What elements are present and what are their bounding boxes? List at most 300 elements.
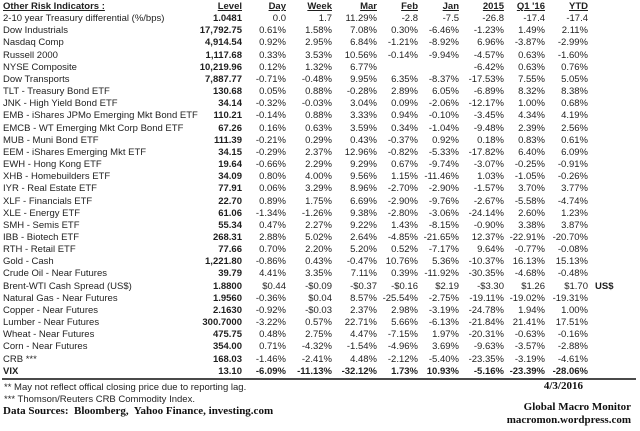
value-cell: 4.48% <box>350 353 377 365</box>
value-cell: 5.05% <box>561 73 588 85</box>
value-cell: 3.38% <box>518 219 545 231</box>
row-label: NYSE Composite <box>3 61 77 73</box>
value-cell: -23.35% <box>468 353 504 365</box>
column-header-mar <box>335 1 380 13</box>
value-cell: 2.56% <box>561 122 588 134</box>
row-suffix <box>591 62 631 74</box>
table-title-text: Other Risk Indicators : <box>3 1 105 12</box>
level-cell: 34.15 <box>218 146 242 158</box>
value-cell: -7.17% <box>428 244 459 256</box>
value-cell: -32.12% <box>341 365 377 377</box>
value-cell: 17.51% <box>555 317 588 329</box>
value-cell: 2.88% <box>259 231 286 243</box>
value-cell: -1.54% <box>346 341 377 353</box>
bottom-rule-divider <box>2 378 636 380</box>
value-cell: 1.03% <box>477 171 504 183</box>
value-cell: -11.46% <box>424 171 459 183</box>
level-cell: 268.31 <box>212 231 242 243</box>
level-cell: 1.0481 <box>212 13 242 25</box>
column-header-text: Week <box>307 1 332 12</box>
value-cell: 21.41% <box>512 317 545 329</box>
value-cell: 0.39% <box>391 268 418 280</box>
column-header-text: Day <box>268 1 286 12</box>
row-label: EMB - iShares JPMo Emerging Mkt Bond ETF <box>3 110 198 122</box>
level-cell: 77.91 <box>218 183 242 195</box>
value-cell: -0.77% <box>514 244 545 256</box>
value-cell: -2.88% <box>557 341 588 353</box>
row-suffix <box>591 25 631 37</box>
row-suffix <box>591 305 631 317</box>
level-cell: 67.26 <box>218 122 242 134</box>
table-row <box>3 62 631 74</box>
row-label: Russell 2000 <box>3 49 58 61</box>
value-cell: -8.92% <box>428 37 459 49</box>
brand-url: macromon.wordpress.com <box>506 413 631 426</box>
column-header-text: Feb <box>401 1 418 12</box>
value-cell: 8.57% <box>350 292 377 304</box>
row-label: EEM - iShares Emerging Mkt ETF <box>3 146 147 158</box>
value-cell: -1.05% <box>514 171 545 183</box>
table-row <box>3 305 631 317</box>
value-cell: 2.11% <box>561 25 588 37</box>
level-cell: 300.7000 <box>202 317 242 329</box>
table-row <box>3 74 631 86</box>
row-suffix <box>591 256 631 268</box>
value-cell: 0.88% <box>305 86 332 98</box>
value-cell: 4.34% <box>518 110 545 122</box>
value-cell: 9.56% <box>350 171 377 183</box>
table-row <box>3 123 631 135</box>
table-row <box>3 171 631 183</box>
value-cell: 1.15% <box>391 171 418 183</box>
level-cell: 7,887.77 <box>205 73 242 85</box>
value-cell: 9.38% <box>350 207 377 219</box>
value-cell: -11.92% <box>424 268 459 280</box>
value-cell: 1.58% <box>305 25 332 37</box>
table-row <box>3 159 631 171</box>
column-header-level <box>199 1 245 13</box>
row-suffix <box>591 341 631 353</box>
value-cell: 3.35% <box>305 268 332 280</box>
value-cell: -0.25% <box>514 159 545 171</box>
value-cell: 8.32% <box>518 86 545 98</box>
value-cell: 1.43% <box>391 219 418 231</box>
value-cell: -6.09% <box>255 365 286 377</box>
value-cell: -1.23% <box>473 25 504 37</box>
value-cell: -8.37% <box>428 73 459 85</box>
value-cell: 0.30% <box>391 25 418 37</box>
table-row <box>3 147 631 159</box>
value-cell: 0.70% <box>259 244 286 256</box>
table-row <box>3 232 631 244</box>
row-suffix <box>591 135 631 147</box>
value-cell: 0.18% <box>477 134 504 146</box>
row-label: Crude Oil - Near Futures <box>3 268 108 280</box>
value-cell: 0.47% <box>259 219 286 231</box>
row-label: EWH - Hong Kong ETF <box>3 159 102 171</box>
table-title <box>3 1 199 13</box>
value-cell: 0.63% <box>518 61 545 73</box>
value-cell: -5.33% <box>428 146 459 158</box>
row-suffix <box>591 110 631 122</box>
value-cell: -11.13% <box>297 365 332 377</box>
value-cell: 3.59% <box>350 122 377 134</box>
value-cell: 0.88% <box>305 110 332 122</box>
value-cell: 3.70% <box>518 183 545 195</box>
table-row <box>3 86 631 98</box>
value-cell: -0.48% <box>301 73 332 85</box>
value-cell: -$0.16 <box>391 280 418 292</box>
level-cell: 22.70 <box>218 195 242 207</box>
column-header-jan <box>421 1 462 13</box>
row-label: TLT - Treasury Bond ETF <box>3 86 110 98</box>
row-suffix <box>591 317 631 329</box>
value-cell: 9.64% <box>477 244 504 256</box>
value-cell: 11.29% <box>345 13 377 25</box>
column-header-2015 <box>462 1 507 13</box>
value-cell: -9.74% <box>428 159 459 171</box>
value-cell: 2.37% <box>305 146 332 158</box>
row-label: Copper - Near Futures <box>3 304 99 316</box>
value-cell: -$0.09 <box>305 280 332 292</box>
value-cell: 0.0 <box>272 13 286 25</box>
row-suffix <box>591 86 631 98</box>
row-suffix <box>591 232 631 244</box>
value-cell: -0.48% <box>557 268 588 280</box>
value-cell: 1.00% <box>518 98 545 110</box>
row-suffix <box>591 366 631 378</box>
value-cell: -2.70% <box>387 183 418 195</box>
value-cell: $2.19 <box>435 280 459 292</box>
value-cell: 2.95% <box>305 37 332 49</box>
value-cell: 0.76% <box>561 61 588 73</box>
value-cell: 0.92% <box>259 37 286 49</box>
value-cell: 9.95% <box>350 73 377 85</box>
row-label: JNK - High Yield Bond ETF <box>3 98 118 110</box>
value-cell: 0.34% <box>391 122 418 134</box>
table-row <box>3 110 631 122</box>
value-cell: -3.57% <box>514 341 545 353</box>
value-cell: 0.09% <box>391 98 418 110</box>
row-label: VIX <box>3 365 19 377</box>
table-row <box>3 366 631 378</box>
value-cell: -4.32% <box>301 341 332 353</box>
row-label: EMCB - WT Emerging Mkt Corp Bond ETF <box>3 122 184 134</box>
value-cell: 3.33% <box>350 110 377 122</box>
table-row <box>3 183 631 195</box>
level-cell: 1,221.80 <box>205 256 242 268</box>
value-cell: 0.12% <box>259 61 286 73</box>
value-cell: -3.22% <box>255 317 286 329</box>
column-header-text: Mar <box>360 1 377 12</box>
value-cell: 0.43% <box>350 134 377 146</box>
data-sources-line: Data Sources: Bloomberg, Yahoo Finance, investing.com <box>3 405 274 417</box>
value-cell: -0.16% <box>557 329 588 341</box>
value-cell: 0.80% <box>259 171 286 183</box>
value-cell: -17.82% <box>468 146 504 158</box>
row-label: Gold - Cash <box>3 256 54 268</box>
table-row <box>3 25 631 37</box>
value-cell: 0.43% <box>305 256 332 268</box>
table-row <box>3 293 631 305</box>
value-cell: -12.17% <box>468 98 504 110</box>
footer-brand-block <box>507 401 631 426</box>
value-cell: 7.08% <box>350 25 377 37</box>
value-cell: -1.34% <box>255 207 286 219</box>
value-cell: 5.20% <box>350 244 377 256</box>
row-label: RTH - Retail ETF <box>3 244 76 256</box>
value-cell: -5.40% <box>428 353 459 365</box>
value-cell: 1.00% <box>561 304 588 316</box>
value-cell: 3.29% <box>305 183 332 195</box>
value-cell: -4.74% <box>557 195 588 207</box>
value-cell: -2.67% <box>473 195 504 207</box>
value-cell: 2.29% <box>305 159 332 171</box>
value-cell: 0.83% <box>518 134 545 146</box>
value-cell: 8.38% <box>561 86 588 98</box>
value-cell: -0.10% <box>428 110 459 122</box>
table-row <box>3 208 631 220</box>
column-header-week <box>289 1 335 13</box>
value-cell: 1.73% <box>391 365 418 377</box>
row-label: Lumber - Near Futures <box>3 317 100 329</box>
value-cell: -9.48% <box>473 122 504 134</box>
row-label: Nasdaq Comp <box>3 37 64 49</box>
value-cell: -3.45% <box>473 110 504 122</box>
level-cell: 4,914.54 <box>205 37 242 49</box>
row-suffix <box>591 244 631 256</box>
value-cell <box>421 62 462 74</box>
row-suffix <box>591 123 631 135</box>
value-cell: 6.69% <box>350 195 377 207</box>
value-cell: 3.04% <box>350 98 377 110</box>
level-cell: 39.79 <box>218 268 242 280</box>
value-cell: $1.70 <box>564 280 588 292</box>
value-cell: 1.75% <box>305 195 332 207</box>
value-cell: -6.13% <box>428 317 459 329</box>
row-label: IYR - Real Estate ETF <box>3 183 97 195</box>
value-cell: 1.97% <box>432 329 459 341</box>
value-cell: -0.26% <box>557 171 588 183</box>
table-row <box>3 354 631 366</box>
value-cell: 6.09% <box>561 146 588 158</box>
value-cell: -1.26% <box>301 207 332 219</box>
value-cell: -9.94% <box>428 49 459 61</box>
value-cell: -1.57% <box>473 183 504 195</box>
value-cell: 1.49% <box>518 25 545 37</box>
value-cell: 0.48% <box>259 329 286 341</box>
value-cell: 0.61% <box>561 134 588 146</box>
value-cell: -9.76% <box>428 195 459 207</box>
value-cell: 9.22% <box>350 219 377 231</box>
table-row <box>3 341 631 353</box>
level-cell: 19.64 <box>218 159 242 171</box>
column-header-day <box>245 1 289 13</box>
value-cell: -20.70% <box>552 231 588 243</box>
value-cell: -4.96% <box>387 341 418 353</box>
value-cell: -6.42% <box>473 61 504 73</box>
table-row <box>3 220 631 232</box>
row-label: XLF - Financials ETF <box>3 195 93 207</box>
column-header-feb <box>380 1 421 13</box>
value-cell: 4.00% <box>305 171 332 183</box>
row-suffix <box>591 98 631 110</box>
level-cell: 1.8800 <box>212 280 242 292</box>
row-suffix <box>591 13 631 25</box>
value-cell: -0.91% <box>557 159 588 171</box>
row-suffix <box>591 268 631 280</box>
row-label: Natural Gas - Near Futures <box>3 292 118 304</box>
row-label: Corn - Near Futures <box>3 341 88 353</box>
value-cell: -26.8 <box>482 13 504 25</box>
value-cell: -9.63% <box>473 341 504 353</box>
value-cell: 5.66% <box>391 317 418 329</box>
value-cell: -5.16% <box>473 365 504 377</box>
value-cell: -17.53% <box>468 73 504 85</box>
level-cell: 34.09 <box>218 171 242 183</box>
value-cell: 2.20% <box>305 244 332 256</box>
value-cell: 0.16% <box>259 122 286 134</box>
value-cell: 0.52% <box>391 244 418 256</box>
level-cell: 1.9560 <box>212 292 242 304</box>
value-cell: 10.93% <box>426 365 459 377</box>
column-header-q1-16 <box>507 1 548 13</box>
table-row <box>3 135 631 147</box>
value-cell: 0.05% <box>259 86 286 98</box>
value-cell: -0.21% <box>255 134 286 146</box>
row-suffix <box>591 220 631 232</box>
value-cell: -19.31% <box>552 292 588 304</box>
value-cell: -0.63% <box>514 329 545 341</box>
value-cell: 0.29% <box>305 134 332 146</box>
row-label: Brent-WTI Cash Spread (US$) <box>3 280 132 292</box>
value-cell: 7.55% <box>518 73 545 85</box>
value-cell: 6.35% <box>391 73 418 85</box>
value-cell: -3.87% <box>514 37 545 49</box>
row-suffix <box>591 50 631 62</box>
level-cell: 168.03 <box>212 353 242 365</box>
value-cell: 4.19% <box>561 110 588 122</box>
value-cell: -7.5 <box>442 13 459 25</box>
value-cell: -2.41% <box>301 353 332 365</box>
level-cell: 2.1630 <box>212 304 242 316</box>
value-cell: -3.19% <box>428 304 459 316</box>
table-body <box>3 13 631 378</box>
risk-indicators-table <box>3 1 631 378</box>
table-row <box>3 329 631 341</box>
value-cell: 2.27% <box>305 219 332 231</box>
value-cell: 0.33% <box>259 49 286 61</box>
value-cell: 5.36% <box>432 256 459 268</box>
value-cell: -0.14% <box>387 49 418 61</box>
level-cell: 110.21 <box>213 110 242 122</box>
value-cell: -0.36% <box>255 292 286 304</box>
value-cell: 6.84% <box>350 37 377 49</box>
value-cell: -2.99% <box>557 37 588 49</box>
row-label: XLE - Energy ETF <box>3 207 81 219</box>
value-cell: 1.7 <box>318 13 332 25</box>
table-row <box>3 244 631 256</box>
value-cell: 8.96% <box>350 183 377 195</box>
value-cell: -0.14% <box>255 110 286 122</box>
level-cell: 17,792.75 <box>199 25 242 37</box>
value-cell: 2.37% <box>350 304 377 316</box>
value-cell: 22.71% <box>344 317 377 329</box>
level-cell: 111.39 <box>213 134 242 146</box>
value-cell: -25.54% <box>382 292 418 304</box>
value-cell: 0.71% <box>259 341 286 353</box>
value-cell: 0.57% <box>305 317 332 329</box>
level-cell: 61.06 <box>218 207 242 219</box>
row-suffix <box>591 183 631 195</box>
value-cell: -2.8 <box>401 13 418 25</box>
level-cell: 34.14 <box>218 98 242 110</box>
value-cell: -10.37% <box>468 256 504 268</box>
value-cell: 4.47% <box>350 329 377 341</box>
value-cell: 15.13% <box>555 256 588 268</box>
value-cell: $1.26 <box>521 280 545 292</box>
value-cell: $0.44 <box>262 280 286 292</box>
value-cell: -3.06% <box>428 207 459 219</box>
value-cell: -2.80% <box>387 207 418 219</box>
row-label: SMH - Semis ETF <box>3 219 80 231</box>
value-cell: -4.57% <box>473 49 504 61</box>
column-header-text: Jan <box>442 1 459 12</box>
value-cell: -7.15% <box>387 329 418 341</box>
value-cell: 0.94% <box>391 110 418 122</box>
table-row <box>3 317 631 329</box>
row-label: MUB - Muni Bond ETF <box>3 134 99 146</box>
value-cell: -2.90% <box>387 195 418 207</box>
value-cell: -0.32% <box>255 98 286 110</box>
value-cell: -0.03% <box>301 98 332 110</box>
row-label: Wheat - Near Futures <box>3 329 95 341</box>
brand-name: Global Macro Monitor <box>523 401 631 413</box>
value-cell: 6.96% <box>477 37 504 49</box>
value-cell: -$0.37 <box>350 280 377 292</box>
value-cell: 10.76% <box>385 256 418 268</box>
value-cell: -0.37% <box>387 134 418 146</box>
value-cell: -19.11% <box>469 292 504 304</box>
row-suffix: US$ <box>595 280 614 292</box>
column-header-text: Level <box>217 1 242 12</box>
value-cell: -0.92% <box>255 304 286 316</box>
value-cell: -3.07% <box>473 159 504 171</box>
value-cell: 2.60% <box>518 207 545 219</box>
value-cell: 0.61% <box>259 25 286 37</box>
value-cell: -0.28% <box>346 86 377 98</box>
value-cell: -1.46% <box>255 353 286 365</box>
value-cell: 3.87% <box>561 219 588 231</box>
value-cell: 0.06% <box>259 183 286 195</box>
value-cell: -0.71% <box>255 73 286 85</box>
value-cell: -28.06% <box>552 365 588 377</box>
row-suffix <box>591 196 631 208</box>
table-row <box>3 98 631 110</box>
row-suffix <box>591 74 631 86</box>
value-cell: -1.60% <box>557 49 588 61</box>
footnote-reporting-lag: ** May not reflect offical closing price due to reporting lag. <box>4 382 247 393</box>
value-cell: -3.19% <box>514 353 545 365</box>
value-cell: -17.4 <box>566 13 588 25</box>
value-cell: 0.68% <box>561 98 588 110</box>
level-cell: 77.66 <box>218 244 242 256</box>
value-cell: 3.69% <box>432 341 459 353</box>
column-header-text: Q1 '16 <box>516 1 545 12</box>
value-cell: 5.02% <box>305 231 332 243</box>
row-label: CRB *** <box>3 353 37 365</box>
value-cell: 3.53% <box>305 49 332 61</box>
